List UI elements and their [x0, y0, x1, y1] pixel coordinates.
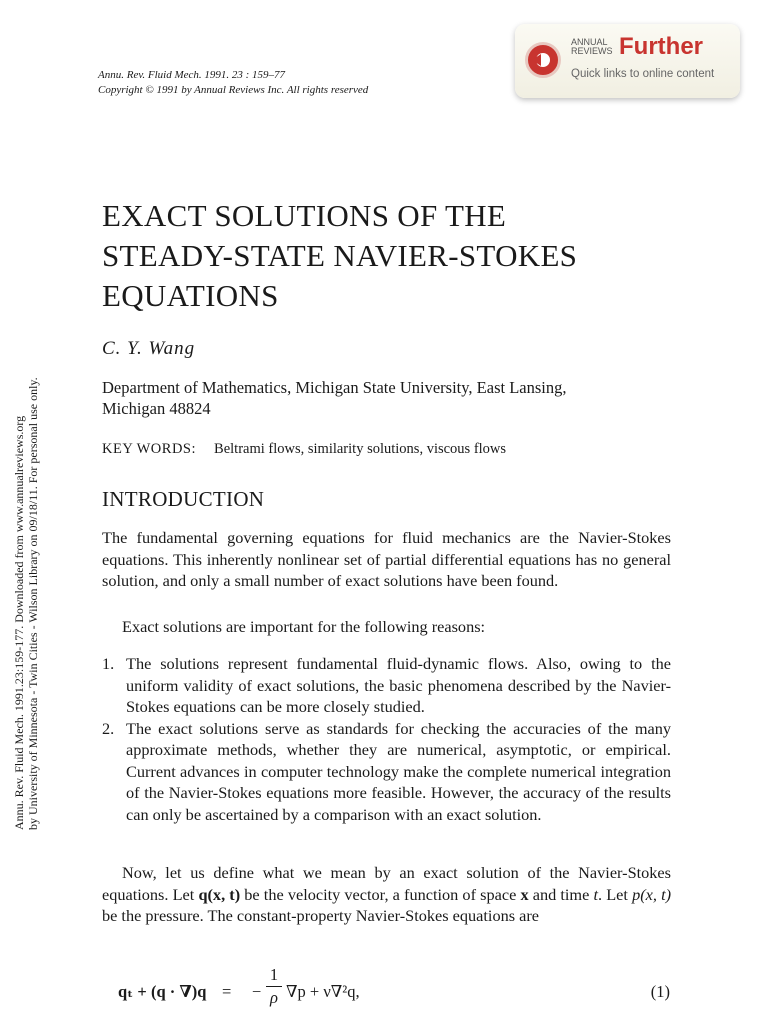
keywords-list: Beltrami flows, similarity solutions, viscous flows	[214, 441, 507, 457]
title-line: EQUATIONS	[102, 278, 279, 313]
annual-reviews-further-badge[interactable]	[515, 24, 740, 98]
pressure-symbol: p(x, t)	[632, 884, 672, 904]
list-item	[102, 718, 671, 826]
fraction-denominator: ρ	[270, 988, 278, 1007]
badge-reviews-label: REVIEWS	[571, 46, 613, 56]
author-affiliation	[102, 377, 702, 419]
intro-paragraph-2: Exact solutions are important for the following reasons:	[122, 617, 486, 636]
list-item-number: 1.	[102, 654, 115, 673]
list-item	[102, 653, 671, 718]
badge-annual-reviews-label	[571, 38, 613, 56]
equation-rhs: ∇p + ν∇²q,	[286, 982, 360, 1001]
equation-equals: =	[222, 982, 232, 1001]
back-arrow-icon	[525, 42, 561, 78]
badge-annual-label: ANNUAL	[571, 37, 608, 47]
article-title	[102, 196, 702, 316]
affiliation-line1: Department of Mathematics, Michigan State University, East Lansing,	[102, 378, 567, 397]
fraction-numerator: 1	[269, 965, 279, 984]
para3-text: be the pressure. The constant-property Navier-Stokes equations are	[102, 906, 540, 925]
para3-text: and time	[528, 884, 594, 904]
list-item-number: 2.	[102, 718, 115, 738]
download-notice-line2: by University of Minnesota - Twin Cities - Wilson Library on 09/18/11. For personal use only.	[26, 377, 40, 830]
equation-1	[118, 966, 670, 1018]
journal-citation	[98, 68, 368, 98]
intro-paragraph-1: The fundamental governing equations for fluid mechanics are the Navier-Stokes equations. This inherently nonlinear set of partial differential equations has no general solution, and only a small number of exact solutions have been found.	[102, 528, 671, 590]
affiliation-line2: Michigan 48824	[102, 399, 211, 418]
section-heading-introduction: INTRODUCTION	[102, 487, 265, 511]
author-name: C. Y. Wang	[102, 338, 196, 359]
download-notice	[12, 270, 40, 830]
title-line: STEADY-STATE NAVIER-STOKES	[102, 238, 578, 273]
download-notice-line1: Annu. Rev. Fluid Mech. 1991.23:159-177. Downloaded from www.annualreviews.org	[12, 415, 26, 830]
para3-text: . Let	[598, 884, 633, 904]
title-line: EXACT SOLUTIONS OF THE	[102, 198, 507, 233]
keywords-label: KEY WORDS:	[102, 441, 197, 457]
intro-paragraph-3	[102, 862, 671, 927]
space-symbol: x	[520, 884, 529, 904]
fraction-bar	[266, 986, 282, 987]
list-item-text: The solutions represent fundamental fluid-dynamic flows. Also, owing to the uniform validity of exact solutions, the basic phenomena described by the Navier-Stokes equations can be more closely studied.	[126, 654, 671, 716]
time-symbol: t	[593, 884, 599, 904]
keywords	[102, 441, 506, 458]
equation-lhs: qₜ + (q · ∇)q	[118, 982, 207, 1001]
badge-further-label: Further	[619, 33, 703, 60]
list-item-text: The exact solutions serve as standards for checking the accuracies of the many approximate methods, whether they are numerical, asymptotic, or empirical. Current advances in computer technology make the complete numerical integration of the Navier-Stokes equations more feasible. However, the accuracy of the results can only be ascertained by a comparison with an exact solution.	[126, 718, 671, 824]
para3-text: be the velocity vector, a function of space	[240, 884, 521, 904]
reasons-list	[102, 653, 671, 825]
equation-minus: −	[252, 982, 262, 1001]
equation-number: (1)	[650, 982, 670, 1001]
velocity-symbol: q(x, t)	[198, 884, 241, 904]
journal-line: Annu. Rev. Fluid Mech. 1991. 23 : 159–77	[98, 69, 286, 81]
copyright-line: Copyright © 1991 by Annual Reviews Inc. All rights reserved	[98, 84, 369, 96]
para3-text: Now, let us define what we mean by an exact solution of the Navier-Stokes equations. Let	[102, 863, 671, 904]
badge-tagline: Quick links to online content	[571, 68, 715, 80]
equation-fraction	[266, 966, 282, 1007]
